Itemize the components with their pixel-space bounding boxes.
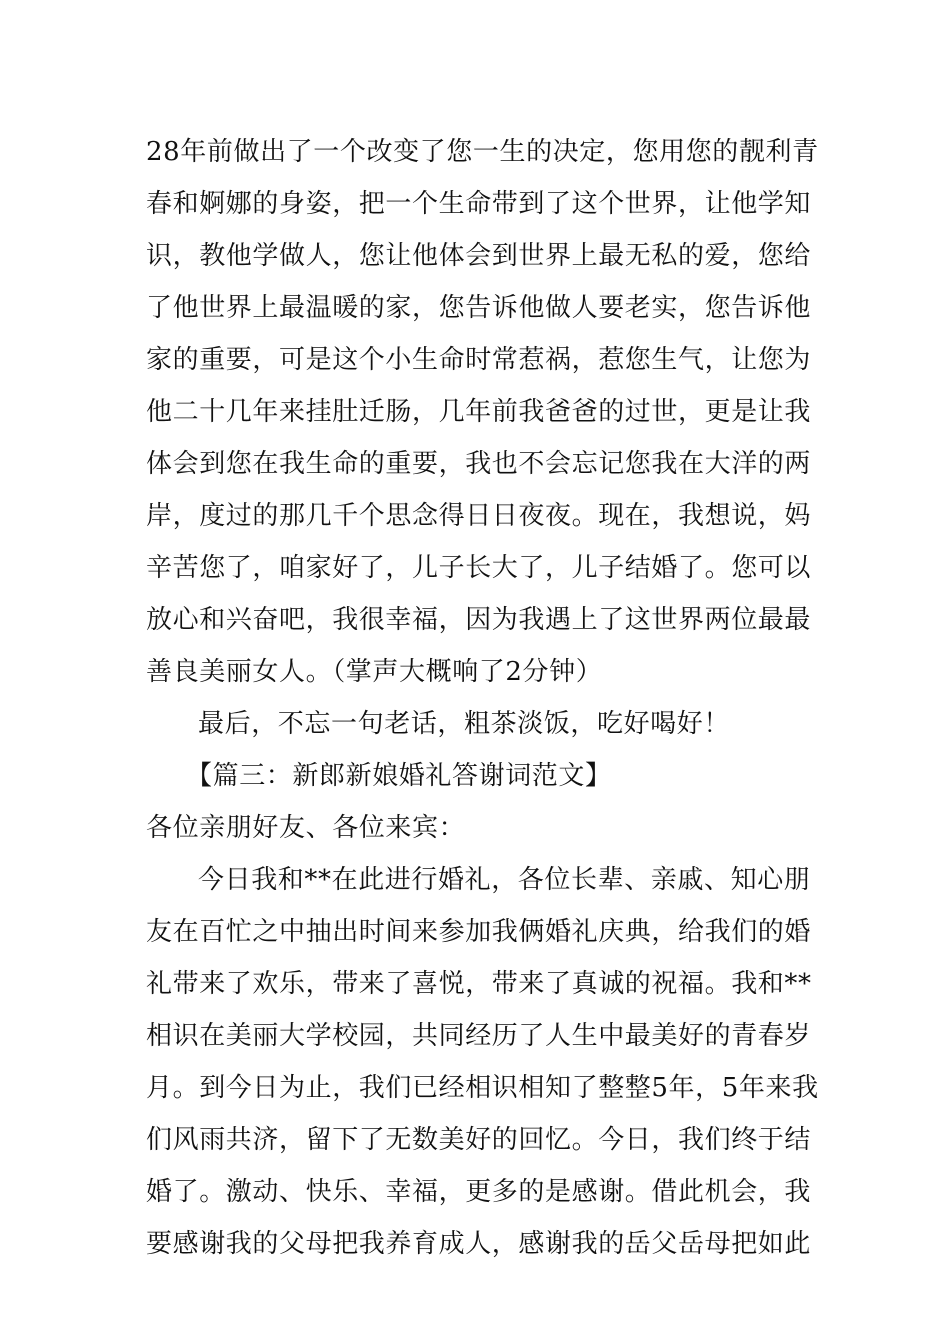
text-line: 他二十几年来挂肚迁肠，几年前我爸爸的过世，更是让我 [146,397,812,427]
closing-paragraph: 最后，不忘一句老话，粗茶淡饭，吃好喝好！ [198,709,731,739]
text-line: 识，教他学做人，您让他体会到世界上最无私的爱，您给 [146,241,812,271]
text-line: 家的重要，可是这个小生命时常惹祸，惹您生气，让您为 [146,345,812,375]
text-line: 岸，度过的那几千个思念得日日夜夜。现在，我想说，妈 [146,501,812,531]
text-line: 今日我和**在此进行婚礼，各位长辈、亲戚、知心朋 [198,865,811,895]
text-line: 了他世界上最温暖的家，您告诉他做人要老实，您告诉他 [146,293,812,323]
text-line: 辛苦您了，咱家好了，儿子长大了，儿子结婚了。您可以 [146,553,812,583]
text-line: 礼带来了欢乐，带来了喜悦，带来了真诚的祝福。我和** [146,969,812,999]
salutation: 各位亲朋好友、各位来宾： [146,813,466,843]
text-line: 善良美丽女人。（掌声大概响了2分钟） [146,657,603,687]
document-body [146,126,819,1270]
text-line: 春和婀娜的身姿，把一个生命带到了这个世界，让他学知 [146,189,812,219]
text-line: 月。到今日为止，我们已经相识相知了整整5年，5年来我 [146,1073,819,1103]
section-title: 【篇三：新郎新娘婚礼答谢词范文】 [186,761,612,791]
text-line: 友在百忙之中抽出时间来参加我俩婚礼庆典，给我们的婚 [146,917,812,947]
text-line: 28年前做出了一个改变了您一生的决定，您用您的靓利青 [146,137,819,167]
text-line: 体会到您在我生命的重要，我也不会忘记您我在大洋的两 [146,449,812,479]
text-line: 婚了。激动、快乐、幸福，更多的是感谢。借此机会，我 [146,1177,812,1207]
text-line: 要感谢我的父母把我养育成人，感谢我的岳父岳母把如此 [146,1229,812,1259]
text-line: 放心和兴奋吧，我很幸福，因为我遇上了这世界两位最最 [146,605,812,635]
text-line: 相识在美丽大学校园，共同经历了人生中最美好的青春岁 [146,1021,812,1051]
text-line: 们风雨共济，留下了无数美好的回忆。今日，我们终于结 [146,1125,812,1155]
